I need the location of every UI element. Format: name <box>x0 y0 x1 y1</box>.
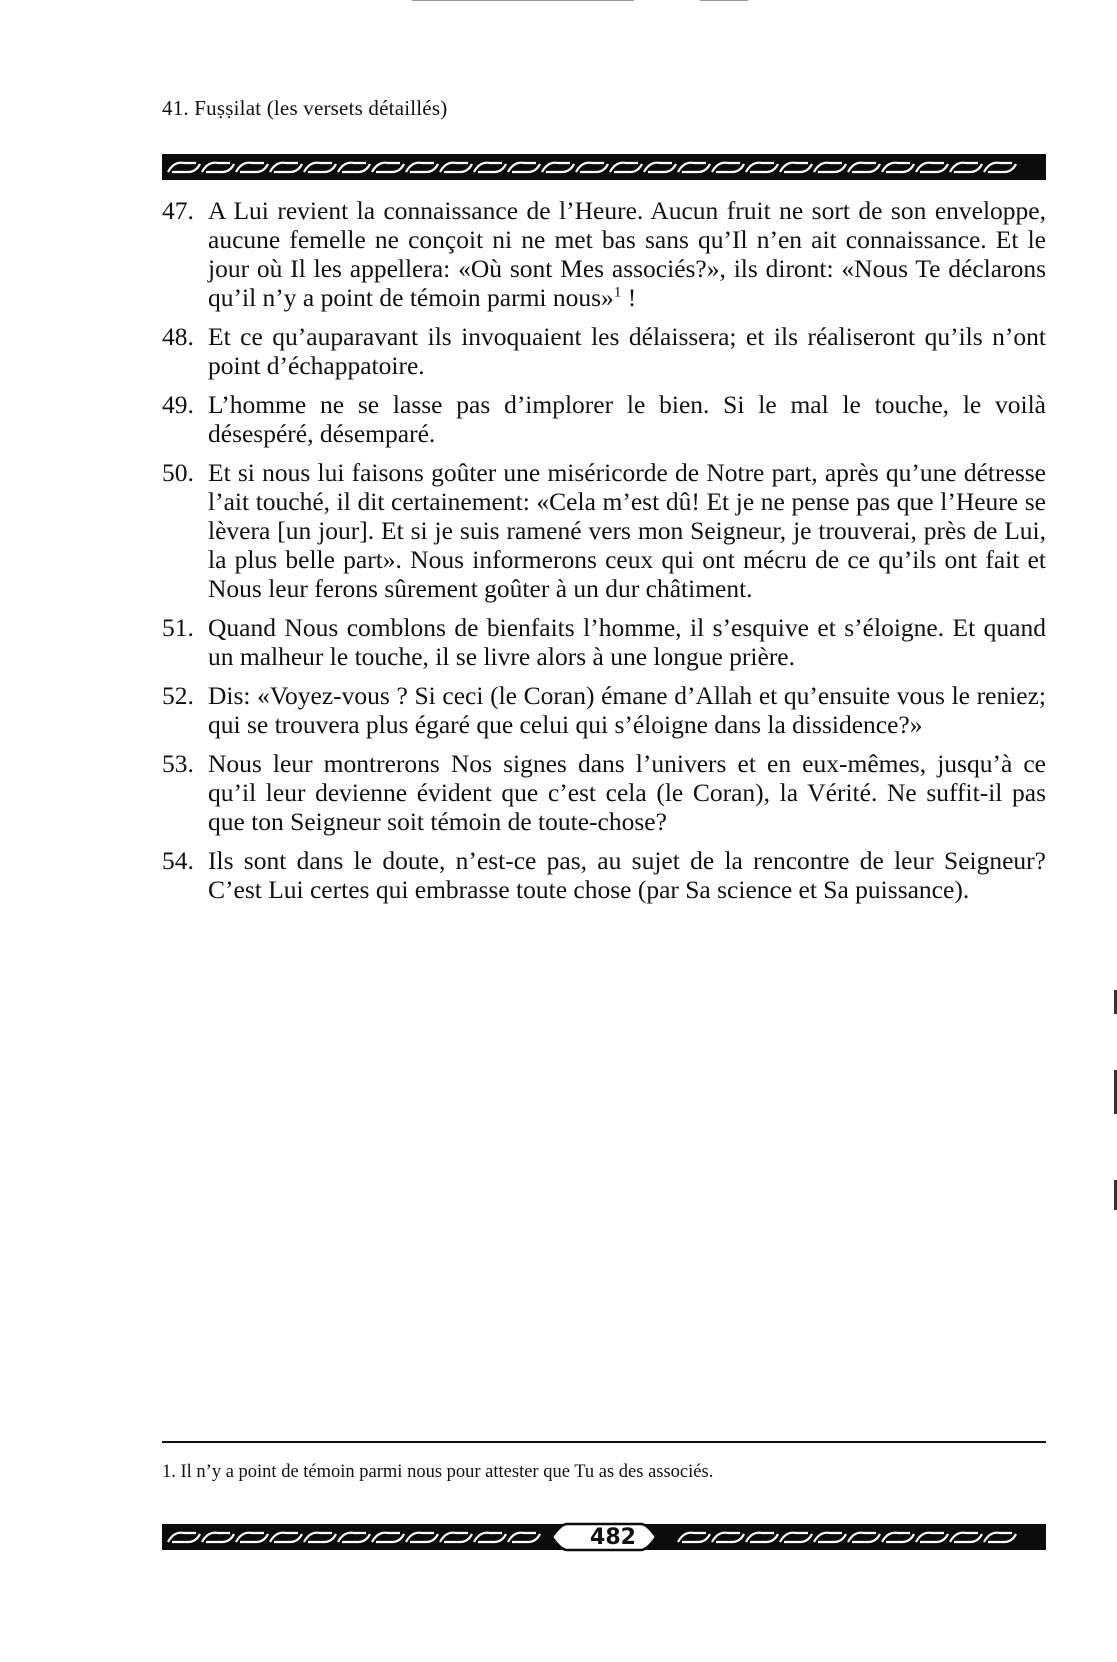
verse-number: 54. <box>162 846 194 875</box>
verse-54 <box>162 846 1046 904</box>
verse-51 <box>162 613 1046 671</box>
verse-text: Quand Nous comblons de bienfaits l’homme, il s’esquive et s’éloigne. Et quand un malheur le touche, il se livre alors à une longue prière. <box>208 613 1046 671</box>
verse-text: Et ce qu’auparavant ils invoquaient les délaissera; et ils réaliseront qu’ils n’ont point d’échappatoire. <box>208 322 1046 380</box>
verse-text: Dis: «Voyez-vous ? Si ceci (le Coran) émane d’Allah et qu’ensuite vous le reniez; qui se trouvera plus égaré que celui qui s’éloigne dans la dissidence?» <box>208 681 1046 739</box>
verse-text: L’homme ne se lasse pas d’implorer le bien. Si le mal le touche, le voilà désespéré, désemparé. <box>208 390 1046 448</box>
verse-number: 53. <box>162 749 194 778</box>
verse-number: 50. <box>162 458 194 487</box>
verse-49 <box>162 390 1046 448</box>
verse-number: 52. <box>162 681 194 710</box>
footnote: 1. Il n’y a point de témoin parmi nous pour attester que Tu as des associés. <box>162 1462 714 1482</box>
running-head: 41. Fuṣṣilat (les versets détaillés) <box>162 96 448 120</box>
scan-artifact <box>700 0 748 1</box>
verse-number: 49. <box>162 390 194 419</box>
verse-47 <box>162 196 1046 312</box>
verse-number: 48. <box>162 322 194 351</box>
verse-number: 47. <box>162 196 194 225</box>
verse-48 <box>162 322 1046 380</box>
verse-number: 51. <box>162 613 194 642</box>
verse-text: Ils sont dans le doute, n’est-ce pas, au sujet de la rencontre de leur Seigneur? C’est Lui certes qui embrasse toute chose (par Sa science et Sa puissance). <box>208 846 1046 904</box>
scan-artifact <box>412 0 634 1</box>
chain-ornament-top <box>162 154 1046 180</box>
verse-text: Nous leur montrerons Nos signes dans l’univers et en eux-mêmes, jusqu’à ce qu’il leur devienne évident que c’est cela (le Coran), la Vérité. Ne suffit-il pas que ton Seigneur soit témoin de toute-chose? <box>208 749 1046 836</box>
verse-text: A Lui revient la connaissance de l’Heure. Aucun fruit ne sort de son enveloppe, aucune femelle ne conçoit ni ne met bas sans qu’Il n’en ait connaissance. Et le jour où Il les appellera: «Où sont Mes associés?», ils diront: «Nous Te déclarons qu’il n’y a point de témoin parmi nous»$^1$ ! <box>208 196 1046 312</box>
footnote-divider <box>162 1441 1046 1443</box>
verse-50 <box>162 458 1046 603</box>
verse-52 <box>162 681 1046 739</box>
verse-53 <box>162 749 1046 836</box>
verse-list <box>162 196 1046 914</box>
footnote-ref: 1 <box>613 284 622 301</box>
page-number: 482 <box>590 1524 636 1550</box>
verse-text: Et si nous lui faisons goûter une miséricorde de Notre part, après qu’une détresse l’ait touché, il dit certainement: «Cela m’est dû! Et je ne pense pas que l’Heure se lèvera [un jour]. Et si je suis ramené vers mon Seigneur, je trouverai, près de Lui, la plus belle part». Nous informerons ceux qui ont mécru de ce qu’ils ont fait et Nous leur ferons sûrement goûter à un dur châtiment. <box>208 458 1046 603</box>
decorative-border-top <box>162 154 1046 180</box>
